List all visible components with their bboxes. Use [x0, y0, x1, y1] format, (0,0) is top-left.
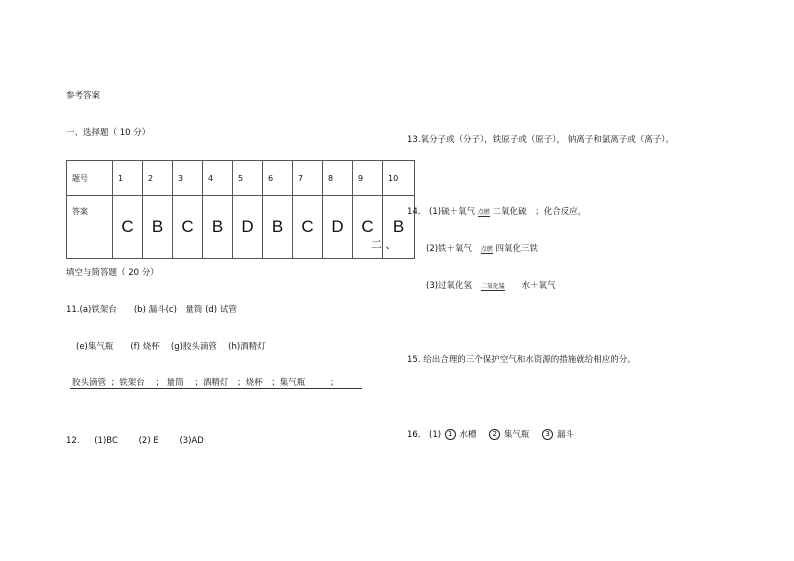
q12-part: (2) E [138, 436, 159, 446]
q11-answer-item: ； 量筒 [155, 378, 184, 388]
table-number-cell: 8 [323, 161, 353, 196]
circled-number-icon: 3 [542, 429, 553, 440]
table-answer-cell: C [113, 196, 143, 259]
q11-answer-item: ； [330, 378, 339, 388]
q14-r1-reactants: (1)硫＋氧气 [429, 207, 476, 217]
q11-answer-item: ；铁架台 [110, 378, 145, 388]
table-number-cell: 4 [203, 161, 233, 196]
table-answer-cell: C [353, 196, 383, 259]
circled-number-icon: 2 [489, 429, 500, 440]
table-answer-row [67, 196, 415, 259]
q14-r3-reactants: (3)过氧化氢 [426, 281, 473, 291]
table-header-row [67, 161, 415, 196]
q11-answer-item: ；酒精灯 [194, 378, 229, 388]
table-answer-cell: D [233, 196, 263, 259]
q14-reaction-3 [426, 279, 555, 291]
table-answer-cell: B [203, 196, 233, 259]
q12-part: (1)BC [94, 436, 118, 446]
table-answer-cell: B [383, 196, 415, 259]
q11-line2: (e)集气瓶 (f) 烧杯 (g)胶头滴管 (h)酒精灯 [76, 342, 266, 352]
q14-r3-products: 水＋氧气 [521, 281, 556, 291]
table-answer-cell: B [143, 196, 173, 259]
table-answer-cell: D [323, 196, 353, 259]
q14-reaction-2 [426, 242, 538, 254]
q14-r1-products: 二氧化硫 [492, 207, 527, 217]
q14-reaction-1 [407, 205, 586, 217]
section2-heading: 填空与简答题（ 20 分） [66, 268, 159, 278]
q11-answer-item: ；烧杯 [237, 378, 263, 388]
q13: 13.氧分子或（分子），铁原子或（原子）， 钠离子和氯离子或（离子）。 [407, 135, 674, 145]
q16-item: 漏斗 [556, 430, 574, 440]
table-number-cell: 1 [113, 161, 143, 196]
table-number-cell: 5 [233, 161, 263, 196]
q16 [407, 428, 574, 440]
q14-r2-products: 四氧化三铁 [495, 244, 538, 254]
q14-r2-reactants: (2)铁＋氧气 [426, 244, 473, 254]
answer-table [66, 160, 415, 259]
circled-number-icon: 1 [445, 429, 456, 440]
q12 [66, 436, 204, 446]
table-answer-cell: C [173, 196, 203, 259]
table-number-cell: 3 [173, 161, 203, 196]
q16-part: (1) [429, 430, 442, 440]
page-title: 参考答案 [66, 91, 101, 101]
q11-answer-item: ；集气瓶 [271, 378, 306, 388]
q14-r3-condition: 二氧化锰 [480, 283, 505, 290]
table-number-cell: 7 [293, 161, 323, 196]
q14-r1-condition: 点燃 [477, 209, 490, 216]
q11-answer-item: 胶头滴管 [72, 378, 107, 388]
q15: 15. 给出合理的三个保护空气和水资源的措施就给相应的分。 [407, 355, 636, 365]
table-header-label: 题号 [67, 161, 113, 196]
q14-number: 14． [407, 207, 427, 217]
q16-number: 16． [407, 430, 427, 440]
q12-number: 12. [66, 436, 80, 446]
table-number-cell: 10 [383, 161, 415, 196]
table-number-cell: 2 [143, 161, 173, 196]
q12-part: (3)AD [179, 436, 204, 446]
section2-marker: 二 、 [371, 238, 397, 251]
q16-item: 水槽 [459, 430, 477, 440]
section1-heading: 一、选择题（ 10 分） [66, 128, 151, 138]
table-number-cell: 6 [263, 161, 293, 196]
table-answer-label: 答案 [67, 196, 113, 259]
q14-r1-note: ；化合反应， [535, 207, 587, 217]
q16-item: 集气瓶 [503, 430, 530, 440]
table-answer-cell: C [293, 196, 323, 259]
q11-answers [72, 376, 339, 388]
table-number-cell: 9 [353, 161, 383, 196]
q14-r2-condition: 点燃 [480, 246, 493, 253]
table-answer-cell: B [263, 196, 293, 259]
q11-line1: 11.(a)铁架台 (b) 漏斗(c) 量筒 (d) 试管 [66, 305, 237, 315]
q11-answer-underline [70, 388, 362, 389]
